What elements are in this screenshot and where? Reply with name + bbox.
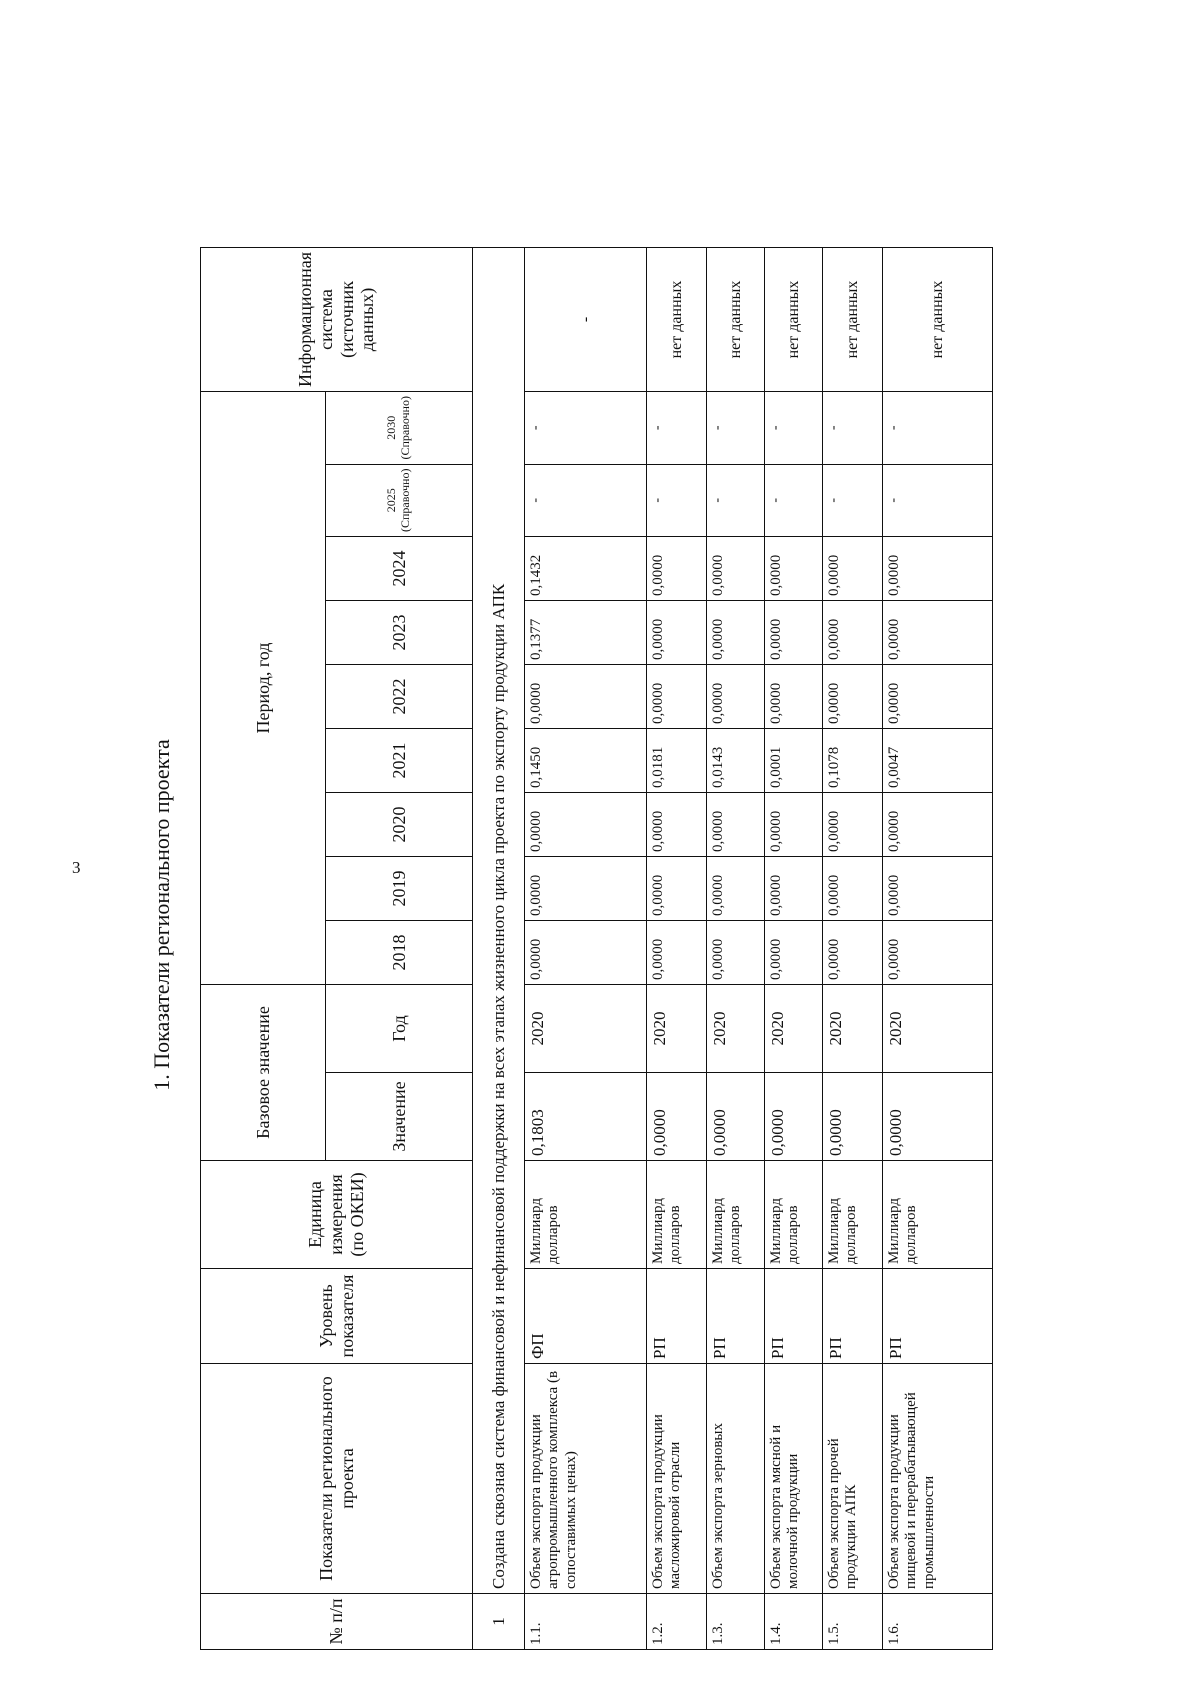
header-num: № п/п (201, 1594, 473, 1650)
row-base-value: 0,0000 (647, 1073, 707, 1161)
section-title: Создана сквозная система финансовой и нефинансовой поддержки на всех этапах жизненного цикла проекта по экспорту продукции АПК (473, 247, 525, 1593)
row-value-2020: 0,0000 (765, 793, 823, 857)
row-value-2025: - (647, 464, 707, 536)
table-row (707, 247, 765, 1649)
row-num: 1.5. (823, 1594, 883, 1650)
row-value-2022: 0,0000 (765, 665, 823, 729)
header-year-2020: 2020 (326, 793, 473, 857)
header-year-2025: 2025 (Справочно) (326, 464, 473, 536)
row-level: РП (707, 1269, 765, 1364)
row-value-2022: 0,0000 (707, 665, 765, 729)
header-year-2022: 2022 (326, 665, 473, 729)
row-value-2021: 0,1078 (823, 729, 883, 793)
row-level: РП (765, 1269, 823, 1364)
header-base: Базовое значение (201, 985, 326, 1161)
row-value-2020: 0,0000 (823, 793, 883, 857)
page-number: 3 (72, 858, 81, 877)
row-level: ФП (525, 1269, 647, 1364)
row-num: 1.3. (707, 1594, 765, 1650)
row-value-2019: 0,0000 (647, 857, 707, 921)
row-base-year: 2020 (765, 985, 823, 1073)
row-value-2022: 0,0000 (883, 665, 993, 729)
row-base-value: 0,1803 (525, 1073, 647, 1161)
section-num: 1 (473, 1594, 525, 1650)
row-value-2023: 0,0000 (765, 601, 823, 665)
row-base-year: 2020 (823, 985, 883, 1073)
row-value-2021: 0,0181 (647, 729, 707, 793)
row-indicator-name: Объем экспорта прочей продукции АПК (823, 1364, 883, 1594)
row-value-2024: 0,0000 (707, 537, 765, 601)
table-row (765, 247, 823, 1649)
row-num: 1.6. (883, 1594, 993, 1650)
row-info-system: нет данных (707, 247, 765, 391)
row-info-system: нет данных (647, 247, 707, 391)
row-num: 1.4. (765, 1594, 823, 1650)
row-value-2022: 0,0000 (525, 665, 647, 729)
row-value-2030: - (525, 392, 647, 464)
row-indicator-name: Объем экспорта продукции масложировой отрасли (647, 1364, 707, 1594)
row-unit: Миллиард долларов (707, 1161, 765, 1269)
row-value-2030: - (707, 392, 765, 464)
row-base-year: 2020 (883, 985, 993, 1073)
row-value-2021: 0,0001 (765, 729, 823, 793)
row-unit: Миллиард долларов (765, 1161, 823, 1269)
row-info-system: нет данных (765, 247, 823, 391)
row-value-2021: 0,0047 (883, 729, 993, 793)
row-unit: Миллиард долларов (883, 1161, 993, 1269)
row-base-value: 0,0000 (823, 1073, 883, 1161)
table-row (647, 247, 707, 1649)
row-value-2019: 0,0000 (707, 857, 765, 921)
row-value-2019: 0,0000 (823, 857, 883, 921)
header-year-2023: 2023 (326, 601, 473, 665)
header-level: Уровень показателя (201, 1269, 473, 1364)
row-value-2030: - (647, 392, 707, 464)
row-value-2021: 0,0143 (707, 729, 765, 793)
row-value-2018: 0,0000 (647, 921, 707, 985)
row-value-2019: 0,0000 (883, 857, 993, 921)
row-value-2024: 0,0000 (765, 537, 823, 601)
rotated-page-content (140, 165, 1040, 1665)
row-unit: Миллиард долларов (647, 1161, 707, 1269)
row-value-2018: 0,0000 (765, 921, 823, 985)
row-value-2020: 0,0000 (707, 793, 765, 857)
row-value-2018: 0,0000 (883, 921, 993, 985)
document-title: 1. Показатели регионального проекта (149, 739, 174, 1091)
row-level: РП (883, 1269, 993, 1364)
row-value-2025: - (765, 464, 823, 536)
row-value-2024: 0,1432 (525, 537, 647, 601)
header-base-value: Значение (326, 1073, 473, 1161)
row-info-system: нет данных (823, 247, 883, 391)
row-value-2018: 0,0000 (823, 921, 883, 985)
row-value-2024: 0,0000 (883, 537, 993, 601)
row-value-2020: 0,0000 (647, 793, 707, 857)
header-year-2018: 2018 (326, 921, 473, 985)
table-row (883, 247, 993, 1649)
table-row (823, 247, 883, 1649)
row-value-2020: 0,0000 (525, 793, 647, 857)
row-level: РП (647, 1269, 707, 1364)
header-year-2021: 2021 (326, 729, 473, 793)
row-value-2019: 0,0000 (765, 857, 823, 921)
row-value-2018: 0,0000 (525, 921, 647, 985)
row-value-2022: 0,0000 (647, 665, 707, 729)
header-base-year: Год (326, 985, 473, 1073)
indicators-table (200, 247, 993, 1650)
row-value-2023: 0,0000 (707, 601, 765, 665)
row-base-value: 0,0000 (883, 1073, 993, 1161)
section-row (473, 247, 525, 1649)
row-indicator-name: Объем экспорта продукции пищевой и перерабатывающей промышленности (883, 1364, 993, 1594)
table-row (525, 247, 647, 1649)
row-value-2030: - (823, 392, 883, 464)
row-value-2025: - (883, 464, 993, 536)
row-indicator-name: Объем экспорта продукции агропромышленного комплекса (в сопоставимых ценах) (525, 1364, 647, 1594)
row-unit: Миллиард долларов (823, 1161, 883, 1269)
row-value-2018: 0,0000 (707, 921, 765, 985)
row-base-year: 2020 (707, 985, 765, 1073)
row-info-system: - (525, 247, 647, 391)
row-value-2030: - (765, 392, 823, 464)
row-value-2025: - (707, 464, 765, 536)
row-base-year: 2020 (525, 985, 647, 1073)
row-level: РП (823, 1269, 883, 1364)
row-value-2023: 0,1377 (525, 601, 647, 665)
row-base-value: 0,0000 (707, 1073, 765, 1161)
row-value-2030: - (883, 392, 993, 464)
row-value-2019: 0,0000 (525, 857, 647, 921)
header-info-system: Информационная система (источник данных) (201, 247, 473, 391)
row-value-2022: 0,0000 (823, 665, 883, 729)
header-indicator-name: Показатели регионального проекта (201, 1364, 473, 1594)
row-info-system: нет данных (883, 247, 993, 391)
row-num: 1.1. (525, 1594, 647, 1650)
row-value-2023: 0,0000 (647, 601, 707, 665)
row-base-value: 0,0000 (765, 1073, 823, 1161)
header-year-2024: 2024 (326, 537, 473, 601)
header-unit: Единица измерения (по ОКЕИ) (201, 1161, 473, 1269)
row-indicator-name: Объем экспорта зерновых (707, 1364, 765, 1594)
indicators-table-wrapper (200, 247, 993, 1650)
row-unit: Миллиард долларов (525, 1161, 647, 1269)
row-value-2023: 0,0000 (883, 601, 993, 665)
header-year-2019: 2019 (326, 857, 473, 921)
row-num: 1.2. (647, 1594, 707, 1650)
row-base-year: 2020 (647, 985, 707, 1073)
row-value-2024: 0,0000 (823, 537, 883, 601)
row-value-2025: - (823, 464, 883, 536)
row-value-2024: 0,0000 (647, 537, 707, 601)
row-value-2025: - (525, 464, 647, 536)
row-value-2023: 0,0000 (823, 601, 883, 665)
row-indicator-name: Объем экспорта мясной и молочной продукции (765, 1364, 823, 1594)
header-year-2030: 2030 (Справочно) (326, 392, 473, 464)
row-value-2020: 0,0000 (883, 793, 993, 857)
row-value-2021: 0,1450 (525, 729, 647, 793)
header-period: Период, год (201, 392, 326, 985)
